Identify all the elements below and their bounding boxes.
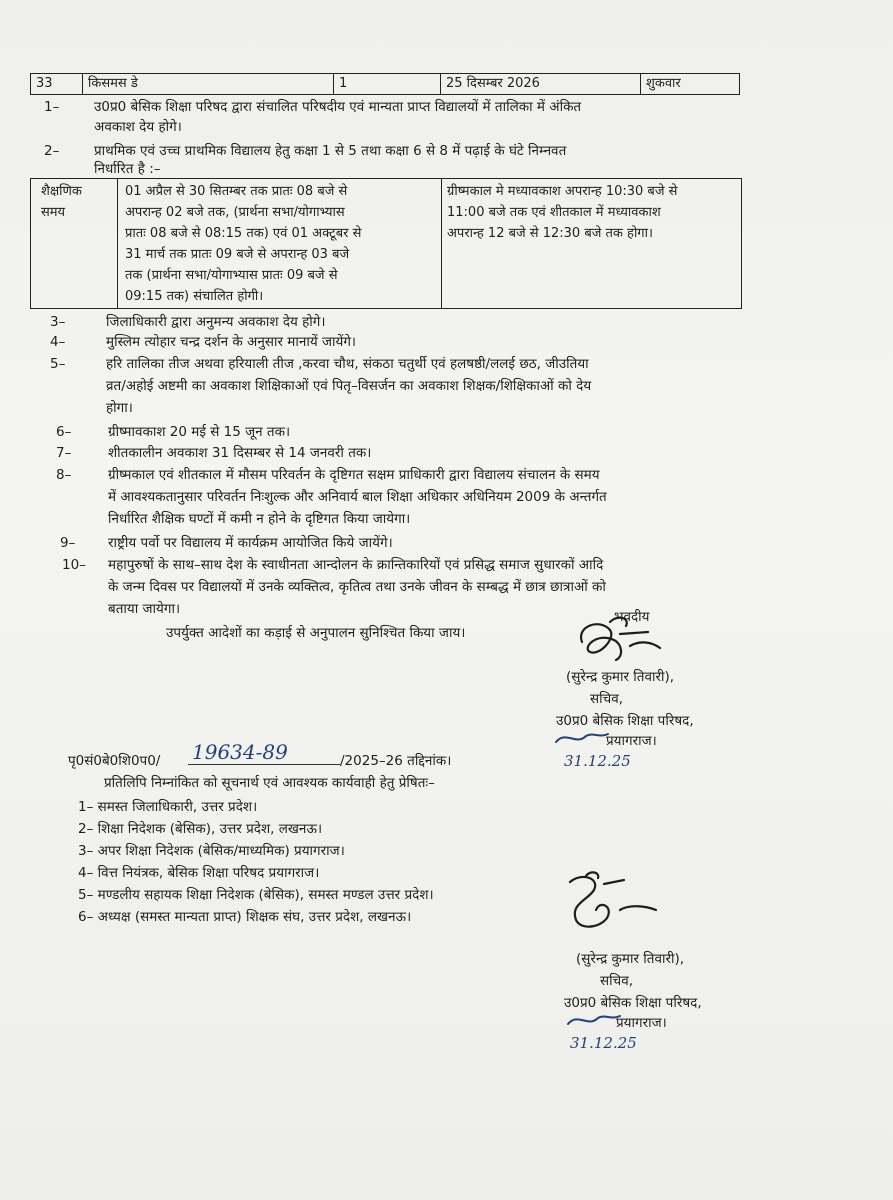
signatory-office: उ0प्र0 बेसिक शिक्षा परिषद,: [556, 713, 694, 729]
point-text-line: महापुरुषों के साथ–साथ देश के स्वाधीनता आन्दोलन के क्रान्तिकारियों एवं प्रसिद्ध समाज सुधारकों आदि: [108, 557, 604, 573]
point-text-line: ग्रीष्मावकाश 20 मई से 15 जून तक।: [108, 424, 291, 440]
point-text-line: अवकाश देय होगे।: [94, 119, 182, 135]
timing-text-line: 31 मार्च तक प्रातः 09 बजे से अपरान्ह 03 बजे: [125, 247, 350, 262]
break-text-line: ग्रीष्मकाल मे मध्यावकाश अपरान्ह 10:30 बजे से: [447, 184, 678, 199]
memo-number-handwritten: 19634-89: [192, 740, 288, 764]
signatory-name: (सुरेन्द्र कुमार तिवारी),: [566, 669, 675, 685]
point-text-line: ग्रीष्मकाल एवं शीतकाल में मौसम परिवर्तन के दृष्टिगत सक्षम प्राधिकारी द्वारा विद्यालय संचालन के समय: [108, 467, 600, 483]
initial-mark: [564, 1008, 624, 1032]
holiday-name: किसमस डे: [83, 74, 334, 94]
signatory-designation: सचिव,: [600, 973, 633, 989]
point-number: 9–: [60, 535, 76, 551]
table-divider: [117, 179, 118, 308]
point-text-line: बताया जायेगा।: [108, 601, 181, 617]
signatory-city: प्रयागराज।: [616, 1015, 667, 1031]
school-timing-table: [30, 178, 742, 309]
holiday-weekday: शुकवार: [646, 76, 681, 91]
point-text-line: हरि तालिका तीज अथवा हरियाली तीज ,करवा चौथ, संकठा चतुर्थी एवं हलषष्ठी/ललई छठ, जीउतिया: [106, 356, 589, 372]
signatory-designation: सचिव,: [590, 691, 623, 707]
signatory-office: उ0प्र0 बेसिक शिक्षा परिषद,: [564, 995, 702, 1011]
point-number: 3–: [50, 314, 66, 330]
closing-word: भवदीय: [614, 609, 650, 625]
point-number: 8–: [56, 467, 72, 483]
holiday-row-table: [30, 73, 740, 95]
point-number: 5–: [50, 356, 66, 372]
memo-suffix: /2025–26 तद्दिनांक।: [340, 753, 452, 769]
point-text-line: प्राथमिक एवं उच्च प्राथमिक विद्यालय हेतु कक्षा 1 से 5 तथा कक्षा 6 से 8 में पढ़ाई के घंटे निम्नवत: [94, 143, 567, 159]
point-number: 2–: [44, 143, 60, 159]
point-text-line: मुस्लिम त्योहार चन्द्र दर्शन के अनुसार मानायें जायेंगे।: [106, 334, 357, 350]
timing-label: शैक्षणिक: [41, 184, 82, 199]
point-text-line: व्रत/अहोई अष्टमी का अवकाश शिक्षिकाओं एवं पितृ–विसर्जन का अवकाश शिक्षक/शिक्षिकाओं को देय: [106, 378, 592, 394]
holiday-date: 25 दिसम्बर 2026: [441, 74, 641, 94]
point-text-line: शीतकालीन अवकाश 31 दिसम्बर से 14 जनवरी तक।: [108, 445, 372, 461]
timing-text-line: तक (प्रार्थना सभा/योगाभ्यास प्रातः 09 बजे से: [125, 268, 338, 283]
memo-intro: प्रतिलिपि निम्नांकित को सूचनार्थ एवं आवश्यक कार्यवाही हेतु प्रेषितः–: [104, 775, 435, 791]
signature-mark: [560, 870, 670, 940]
recipient-item: 5– मण्डलीय सहायक शिक्षा निदेशक (बेसिक), समस्त मण्डल उत्तर प्रदेश।: [78, 887, 434, 903]
initial-mark: [552, 726, 612, 750]
point-number: 10–: [62, 557, 86, 573]
point-text-line: के जन्म दिवस पर विद्यालयों में उनके व्यक्तित्व, कृतित्व तथा उनके जीवन के सम्बद्ध में छात्र छात्राओं को: [108, 579, 606, 595]
point-text-line: राष्ट्रीय पर्वो पर विद्यालय में कार्यक्रम आयोजित किये जायेंगे।: [108, 535, 393, 551]
point-text-line: निर्धारित शैक्षिक घण्टों में कमी न होने के दृष्टिगत किया जायेगा।: [108, 511, 411, 527]
point-text-line: उ0प्र0 बेसिक शिक्षा परिषद द्वारा संचालित परिषदीय एवं मान्यता प्राप्त विद्यालयों में तालिका में अंकित: [94, 99, 582, 115]
recipient-item: 2– शिक्षा निदेशक (बेसिक), उत्तर प्रदेश, लखनऊ।: [78, 821, 323, 837]
break-text-line: अपरान्ह 12 बजे से 12:30 बजे तक होगा।: [447, 226, 653, 241]
handwritten-date: 31.12.25: [564, 752, 631, 770]
table-divider: [441, 179, 442, 308]
recipient-item: 3– अपर शिक्षा निदेशक (बेसिक/माध्यमिक) प्रयागराज।: [78, 843, 345, 859]
point-number: 1–: [44, 99, 60, 115]
point-number: 6–: [56, 424, 72, 440]
point-number: 4–: [50, 334, 66, 350]
signature-mark: [570, 612, 680, 668]
recipient-item: 1– समस्त जिलाधिकारी, उत्तर प्रदेश।: [78, 799, 258, 815]
compliance-line: उपर्युक्त आदेशों का कड़ाई से अनुपालन सुनिश्चित किया जाय।: [166, 625, 466, 641]
timing-text-line: 01 अप्रैल से 30 सितम्बर तक प्रातः 08 बजे से: [125, 184, 348, 199]
holiday-serial: 33: [31, 74, 83, 94]
point-text-line: जिलाधिकारी द्वारा अनुमन्य अवकाश देय होगे।: [106, 314, 326, 330]
memo-prefix: पृ0सं0बे0शि0प0/: [68, 753, 161, 769]
point-text-line: होगा।: [106, 400, 133, 416]
break-text-line: 11:00 बजे तक एवं शीतकाल में मध्यावकाश: [447, 205, 661, 220]
handwritten-date: 31.12.25: [570, 1034, 637, 1052]
recipient-item: 4– वित्त नियंत्रक, बेसिक शिक्षा परिषद प्रयागराज।: [78, 865, 320, 881]
holiday-days: 1: [334, 74, 441, 94]
timing-text-line: प्रातः 08 बजे से 08:15 तक) एवं 01 अक्टूबर से: [125, 226, 362, 241]
signatory-name: (सुरेन्द्र कुमार तिवारी),: [576, 951, 685, 967]
timing-text-line: 09:15 तक) संचालित होगी।: [125, 289, 264, 304]
timing-label: समय: [41, 205, 66, 220]
signatory-city: प्रयागराज।: [606, 733, 657, 749]
point-text-line: निर्धारित है :–: [94, 161, 161, 177]
point-number: 7–: [56, 445, 72, 461]
recipient-item: 6– अध्यक्ष (समस्त मान्यता प्राप्त) शिक्षक संघ, उत्तर प्रदेश, लखनऊ।: [78, 909, 412, 925]
point-text-line: में आवश्यकतानुसार परिवर्तन निःशुल्क और अनिवार्य बाल शिक्षा अधिकार अधिनियम 2009 के अन्तर्गत: [108, 489, 607, 505]
memo-underline: [188, 764, 340, 765]
timing-text-line: अपरान्ह 02 बजे तक, (प्रार्थना सभा/योगाभ्यास: [125, 205, 345, 220]
